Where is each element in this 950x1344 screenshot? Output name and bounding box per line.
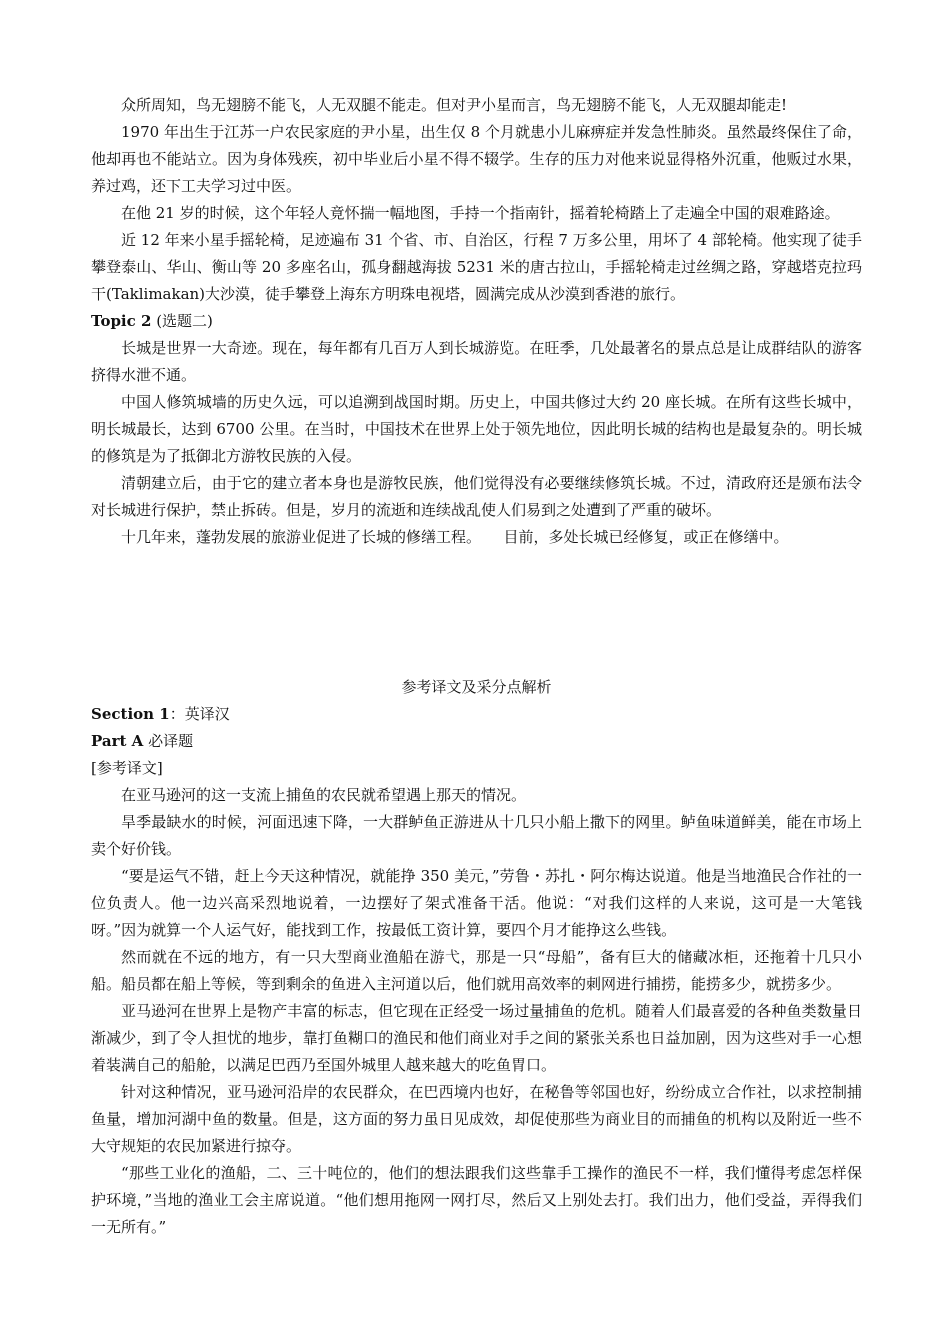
topic2-heading-en: Topic 2 — [91, 312, 152, 330]
topic2-heading — [91, 308, 862, 335]
part-heading-en: Part A — [91, 732, 144, 750]
topic2-heading-cn: (选题二) — [151, 312, 213, 330]
answer-body — [91, 782, 862, 1241]
part-heading — [91, 728, 862, 755]
answer-paragraph: 旱季最缺水的时候，河面迅速下降，一大群鲈鱼正游进从十几只小船上撒下的网里。鲈鱼味道鲜美，能在市场上卖个好价钱。 — [91, 813, 862, 858]
topic1-body — [91, 92, 862, 308]
section-heading-cn: ：英译汉 — [169, 705, 230, 723]
topic2-paragraph: 清朝建立后，由于它的建立者本身也是游牧民族，他们觉得没有必要继续修筑长城。不过，清政府还是颁布法令对长城进行保护，禁止拆砖。但是，岁月的流逝和连续战乱使人们易到之处遭到了严重的破坏。 — [91, 474, 862, 519]
section-heading-en: Section 1 — [91, 705, 170, 723]
document-page — [91, 92, 862, 1241]
answer-title: 参考译文及采分点解析 — [401, 678, 552, 696]
part-heading-cn: 必译题 — [143, 732, 194, 750]
answer-paragraph: 亚马逊河在世界上是物产丰富的标志，但它现在正经受一场过量捕鱼的危机。随着人们最喜爱的各种鱼类数量日渐减少，到了令人担忧的地步，靠打鱼糊口的渔民和他们商业对手之间的紧张关系也日益加剧，因为这些对手一心想着装满自己的船舱，以满足巴西乃至国外城里人越来越大的吃鱼胃口。 — [91, 1002, 862, 1074]
section-heading — [91, 701, 862, 728]
topic1-paragraph: 众所周知，鸟无翅膀不能飞，人无双腿不能走。但对尹小星而言，鸟无翅膀不能飞，人无双腿却能走! — [121, 96, 788, 114]
answer-paragraph: 然而就在不远的地方，有一只大型商业渔船在游弋，那是一只“母船”，备有巨大的储藏冰柜，还拖着十几只小船。船员都在船上等候，等到剩余的鱼进入主河道以后，他们就用高效率的刺网进行捕捞，能捞多少，就捞多少。 — [91, 948, 862, 993]
topic1-paragraph: 1970 年出生于江苏一户农民家庭的尹小星，出生仅 8 个月就患小儿麻痹症并发急性肺炎。虽然最终保住了命，他却再也不能站立。因为身体残疾，初中毕业后小星不得不辍学。生存的压力对他来说显得格外沉重，他贩过水果，养过鸡，还下工夫学习过中医。 — [91, 123, 862, 195]
topic2-paragraph: 长城是世界一大奇迹。现在，每年都有几百万人到长城游览。在旺季，几处最著名的景点总是让成群结队的游客挤得水泄不通。 — [91, 339, 862, 384]
answer-paragraph: 针对这种情况，亚马逊河沿岸的农民群众，在巴西境内也好，在秘鲁等邻国也好，纷纷成立合作社，以求控制捕鱼量，增加河湖中鱼的数量。但是，这方面的努力虽日见成效，却促使那些为商业目的而捕鱼的机构以及附近一些不大守规矩的农民加紧进行掠夺。 — [91, 1083, 862, 1155]
topic2-paragraph: 中国人修筑城墙的历史久远，可以追溯到战国时期。历史上，中国共修过大约 20 座长城。在所有这些长城中，明长城最长，达到 6700 公里。在当时，中国技术在世界上处于领先地位，因此明长城的结构也是最复杂的。明长城的修筑是为了抵御北方游牧民族的入侵。 — [91, 393, 862, 465]
page-spacer — [91, 551, 862, 674]
answer-paragraph: “要是运气不错，赶上今天这种情况，就能挣 350 美元，”劳鲁・苏扎・阿尔梅达说道。他是当地渔民合作社的一位负责人。他一边兴高采烈地说着，一边摆好了架式准备干活。他说：“对我们这样的人来说，这可是一大笔钱呀。”因为就算一个人运气好，能找到工作，按最低工资计算，要四个月才能挣这么些钱。 — [91, 867, 862, 939]
answer-paragraph: 在亚马逊河的这一支流上捕鱼的农民就希望遇上那天的情况。 — [121, 786, 527, 804]
topic1-paragraph: 在他 21 岁的时候，这个年轻人竟怀揣一幅地图，手持一个指南针，摇着轮椅踏上了走遍全中国的艰难路途。 — [121, 204, 840, 222]
answer-paragraph: “那些工业化的渔船，二、三十吨位的，他们的想法跟我们这些靠手工操作的渔民不一样，我们懂得考虑怎样保护环境，”当地的渔业工会主席说道。“他们想用拖网一网打尽，然后又上别处去打。我们出力，他们受益，弄得我们一无所有。” — [91, 1164, 862, 1236]
topic2-body — [91, 335, 862, 551]
topic2-paragraph: 十几年来，蓬勃发展的旅游业促进了长城的修缮工程。 目前，多处长城已经修复，或正在修缮中。 — [121, 528, 789, 546]
reference-label: [参考译文] — [91, 759, 163, 777]
topic1-paragraph: 近 12 年来小星手摇轮椅，足迹遍布 31 个省、市、自治区，行程 7 万多公里，用坏了 4 部轮椅。他实现了徒手攀登泰山、华山、衡山等 20 多座名山，孤身翻越海拔 5231 米的唐古拉山，手摇轮椅走过丝绸之路，穿越塔克拉玛干(Taklimakan)大沙漠，徒手攀登上海东方明珠电视塔，圆满完成从沙漠到香港的旅行。 — [91, 231, 862, 303]
